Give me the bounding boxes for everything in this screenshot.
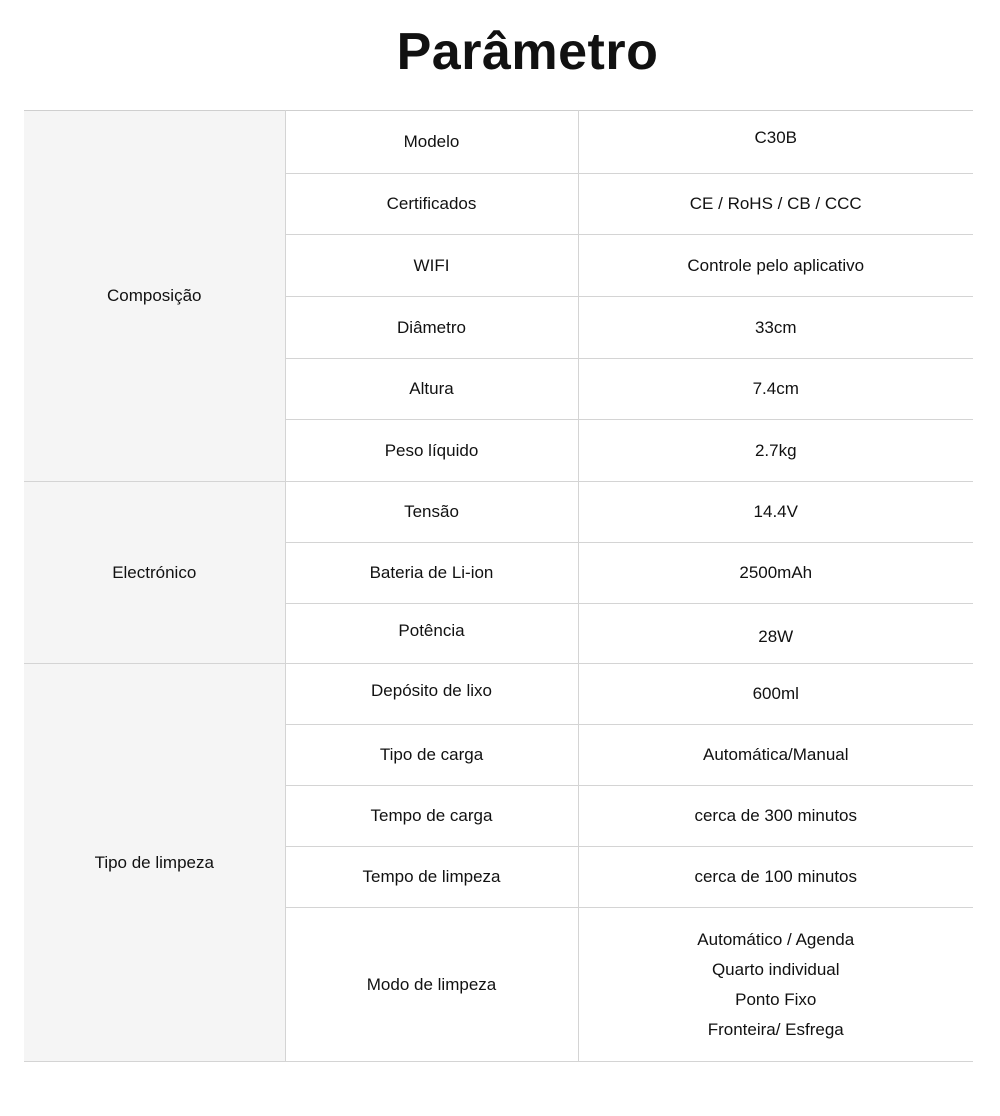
group-label: Tipo de limpeza <box>94 852 214 872</box>
param-label: Altura <box>409 379 454 398</box>
param-bateria <box>285 543 578 604</box>
param-label: WIFI <box>413 255 450 275</box>
value-label: 28W <box>758 626 794 646</box>
value-label <box>697 925 854 1045</box>
value-modelo <box>578 111 973 174</box>
param-altura <box>285 359 578 420</box>
param-label: Tempo de carga <box>370 806 493 825</box>
table-row <box>24 111 973 174</box>
value-peso-liquido <box>578 420 973 482</box>
page-title: Parâmetro <box>396 23 659 81</box>
param-label: Certificados <box>386 194 477 213</box>
value-label: 7.4cm <box>752 379 799 398</box>
value-label: C30B <box>754 128 798 147</box>
value-line: Automático / Agenda <box>697 929 855 949</box>
param-label: Tipo de carga <box>379 745 484 764</box>
value-tempo-de-carga <box>578 786 973 847</box>
table-row <box>24 664 973 725</box>
param-deposito <box>285 664 578 725</box>
param-label: Tempo de limpeza <box>362 867 501 886</box>
param-label: Modo de limpeza <box>366 974 497 994</box>
group-composicao <box>24 111 285 482</box>
param-modelo <box>285 111 578 174</box>
group-label: Electrónico <box>112 562 197 582</box>
param-tipo-de-carga <box>285 725 578 786</box>
spec-table <box>24 110 973 1062</box>
value-label: cerca de 300 minutos <box>694 806 858 825</box>
value-label: 2500mAh <box>739 563 813 582</box>
param-tensao <box>285 482 578 543</box>
value-label: CE / RoHS / CB / CCC <box>689 194 862 213</box>
value-line: Quarto individual <box>711 959 840 979</box>
param-label: Potência <box>398 620 465 640</box>
value-label: Automática/Manual <box>702 745 849 764</box>
param-diametro <box>285 297 578 359</box>
param-tempo-de-carga <box>285 786 578 847</box>
value-label: 600ml <box>752 684 799 703</box>
value-tipo-de-carga <box>578 725 973 786</box>
value-label: Controle pelo aplicativo <box>687 255 865 275</box>
value-modo-de-limpeza <box>578 908 973 1062</box>
value-altura <box>578 359 973 420</box>
value-tempo-de-limpeza <box>578 847 973 908</box>
param-wifi <box>285 235 578 297</box>
param-certificados <box>285 174 578 235</box>
value-diametro <box>578 297 973 359</box>
value-label: 2.7kg <box>754 440 797 460</box>
value-label: 33cm <box>754 317 797 337</box>
group-label: Composição <box>107 286 202 305</box>
value-certificados <box>578 174 973 235</box>
param-tempo-de-limpeza <box>285 847 578 908</box>
value-line: Ponto Fixo <box>735 989 817 1009</box>
value-tensao <box>578 482 973 543</box>
value-line: Fronteira/ Esfrega <box>707 1019 844 1039</box>
value-bateria <box>578 543 973 604</box>
value-label: cerca de 100 minutos <box>694 867 858 886</box>
value-label: 14.4V <box>753 502 798 521</box>
param-peso-liquido <box>285 420 578 482</box>
group-tipo-de-limpeza <box>24 664 285 1062</box>
value-wifi <box>578 235 973 297</box>
param-label: Bateria de Li-ion <box>369 563 494 582</box>
value-deposito <box>578 664 973 725</box>
table-row <box>24 482 973 543</box>
param-label: Tensão <box>404 502 459 521</box>
param-label: Diâmetro <box>397 317 466 337</box>
param-modo-de-limpeza <box>285 908 578 1062</box>
param-label: Modelo <box>403 132 460 151</box>
param-potencia <box>285 604 578 664</box>
param-label: Peso líquido <box>384 440 479 460</box>
group-electronico <box>24 482 285 664</box>
param-label: Depósito de lixo <box>371 681 492 700</box>
value-potencia <box>578 604 973 664</box>
